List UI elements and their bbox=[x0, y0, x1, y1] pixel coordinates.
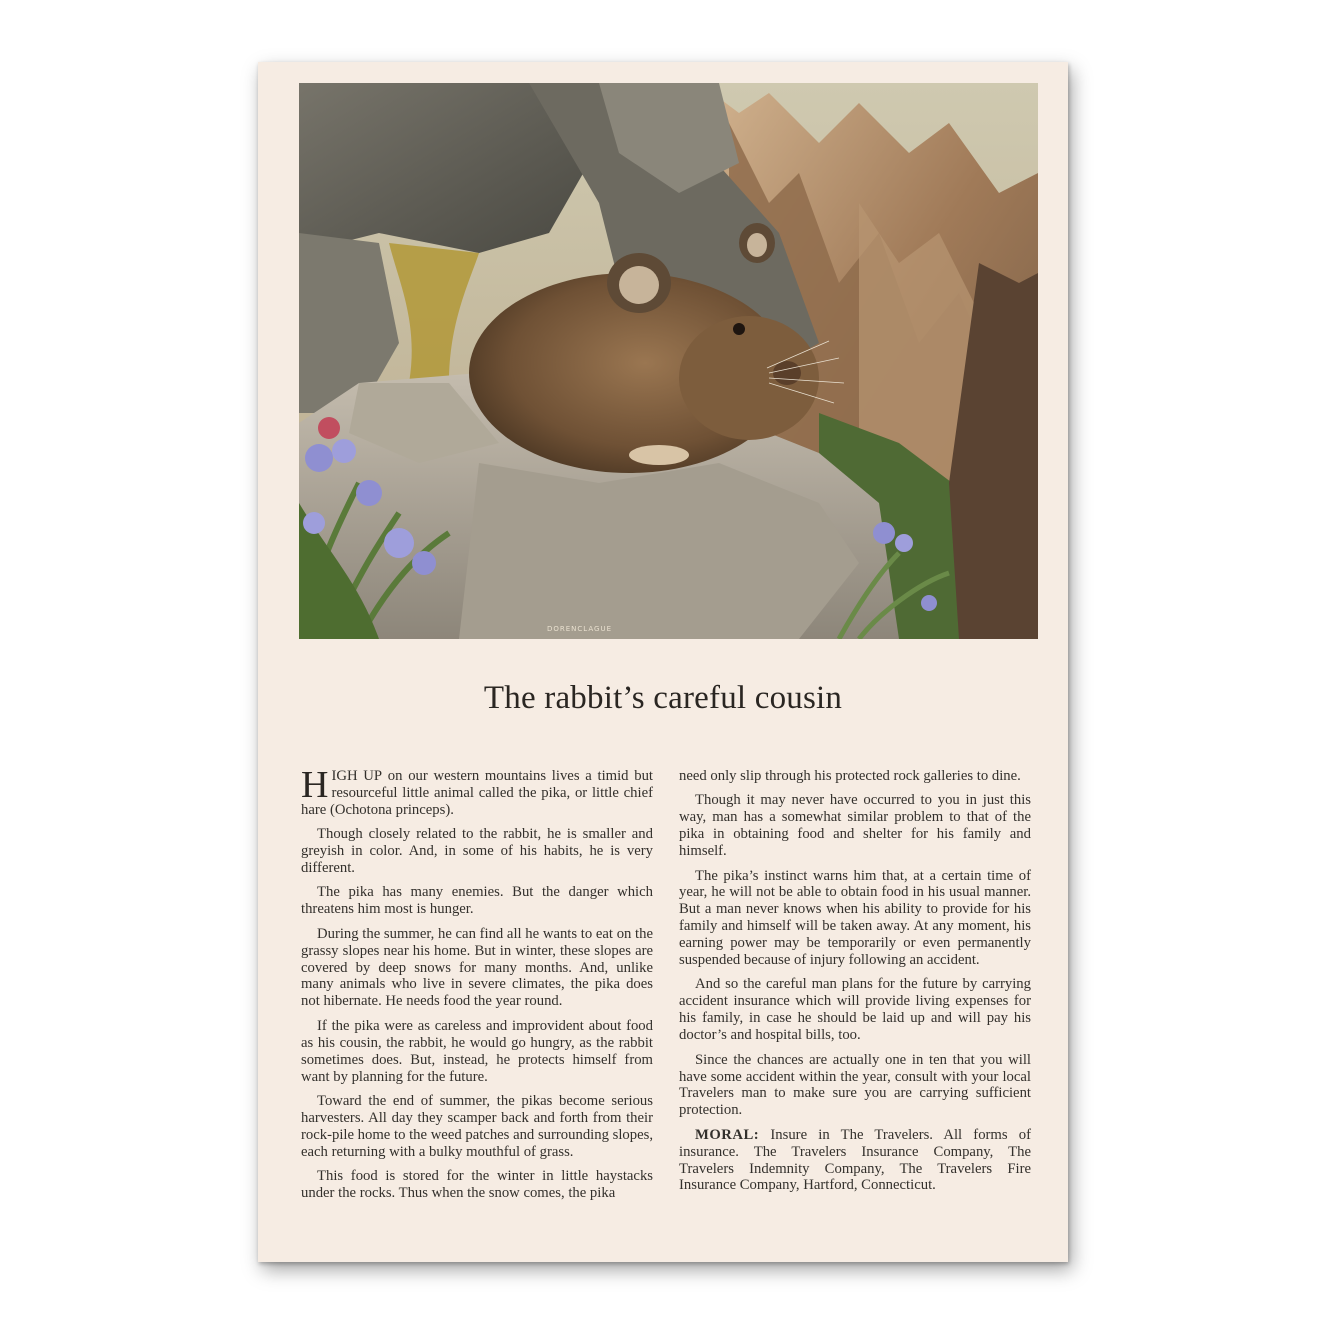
body-paragraph: This food is stored for the winter in little haystacks under the rocks. Thus when the snow comes, the pika bbox=[301, 1168, 653, 1201]
body-paragraph: The pika’s instinct warns him that, at a certain time of year, he will not be able to obtain food in his usual manner. But a man never knows when his ability to provide for his family and himself will be taken away. At any moment, his earning power may be temporarily or even permanently suspended because of injury following an accident. bbox=[679, 867, 1031, 969]
headline: The rabbit’s careful cousin bbox=[483, 680, 843, 716]
artist-signature: DORENCLAGUE bbox=[547, 625, 613, 633]
pika-painting bbox=[299, 83, 1038, 639]
body-paragraph: During the summer, he can find all he wants to eat on the grassy slopes near his home. But in winter, these slopes are covered by deep snows for many months. And, unlike many animals who live in severe climates, the pika does not hibernate. He needs food the year round. bbox=[301, 925, 653, 1010]
article-column-left bbox=[301, 764, 653, 1209]
body-paragraph: Though it may never have occurred to you in just this way, man has a somewhat similar problem to that of the pika in obtaining food and shelter for his family and himself. bbox=[679, 792, 1031, 860]
body-paragraph: If the pika were as careless and improvident about food as his cousin, the rabbit, he would go hungry, as the rabbit sometimes does. But, instead, he protects himself from want by planning for the future. bbox=[301, 1017, 653, 1085]
intro-text: on our western mountains lives a timid but resourceful little animal called the pika, or little chief hare (Ochotona princeps). bbox=[301, 768, 653, 818]
body-paragraph: Since the chances are actually one in ten that you will have some accident within the year, consult with your local Travelers man to make sure you are carrying sufficient protection. bbox=[679, 1051, 1031, 1119]
magazine-page bbox=[258, 62, 1068, 1262]
body-paragraph: The pika has many enemies. But the danger which threatens him most is hunger. bbox=[301, 884, 653, 918]
pika-illustration bbox=[299, 83, 1038, 639]
body-paragraph: And so the careful man plans for the future by carrying accident insurance which will provide living expenses for his family, in case he should be laid up and will pay his doctor’s and hospital bills, too. bbox=[679, 976, 1031, 1044]
moral-label: MORAL: bbox=[695, 1126, 760, 1143]
drop-cap: H bbox=[301, 764, 329, 806]
continuation-paragraph: need only slip through his protected rock galleries to dine. bbox=[679, 768, 1021, 784]
moral-text: Insure in The Travelers. All forms of insurance. The Travelers Insurance Company, The Travelers Indemnity Company, The Travelers Fire Insurance Company, Hartford, Connecticut. bbox=[679, 1126, 1031, 1194]
intro-paragraph bbox=[301, 764, 653, 819]
article-column-right bbox=[679, 768, 1031, 1202]
body-paragraph: Toward the end of summer, the pikas become serious harvesters. All day they scamper back and forth from their rock-pile home to the weed patches and surrounding slopes, each returning with a bulky mouthful of grass. bbox=[301, 1092, 653, 1160]
moral-paragraph bbox=[679, 1127, 1031, 1195]
body-paragraph: Though closely related to the rabbit, he is smaller and greyish in color. And, in some of his habits, he is very different. bbox=[301, 826, 653, 877]
intro-caps: IGH UP bbox=[331, 768, 383, 784]
